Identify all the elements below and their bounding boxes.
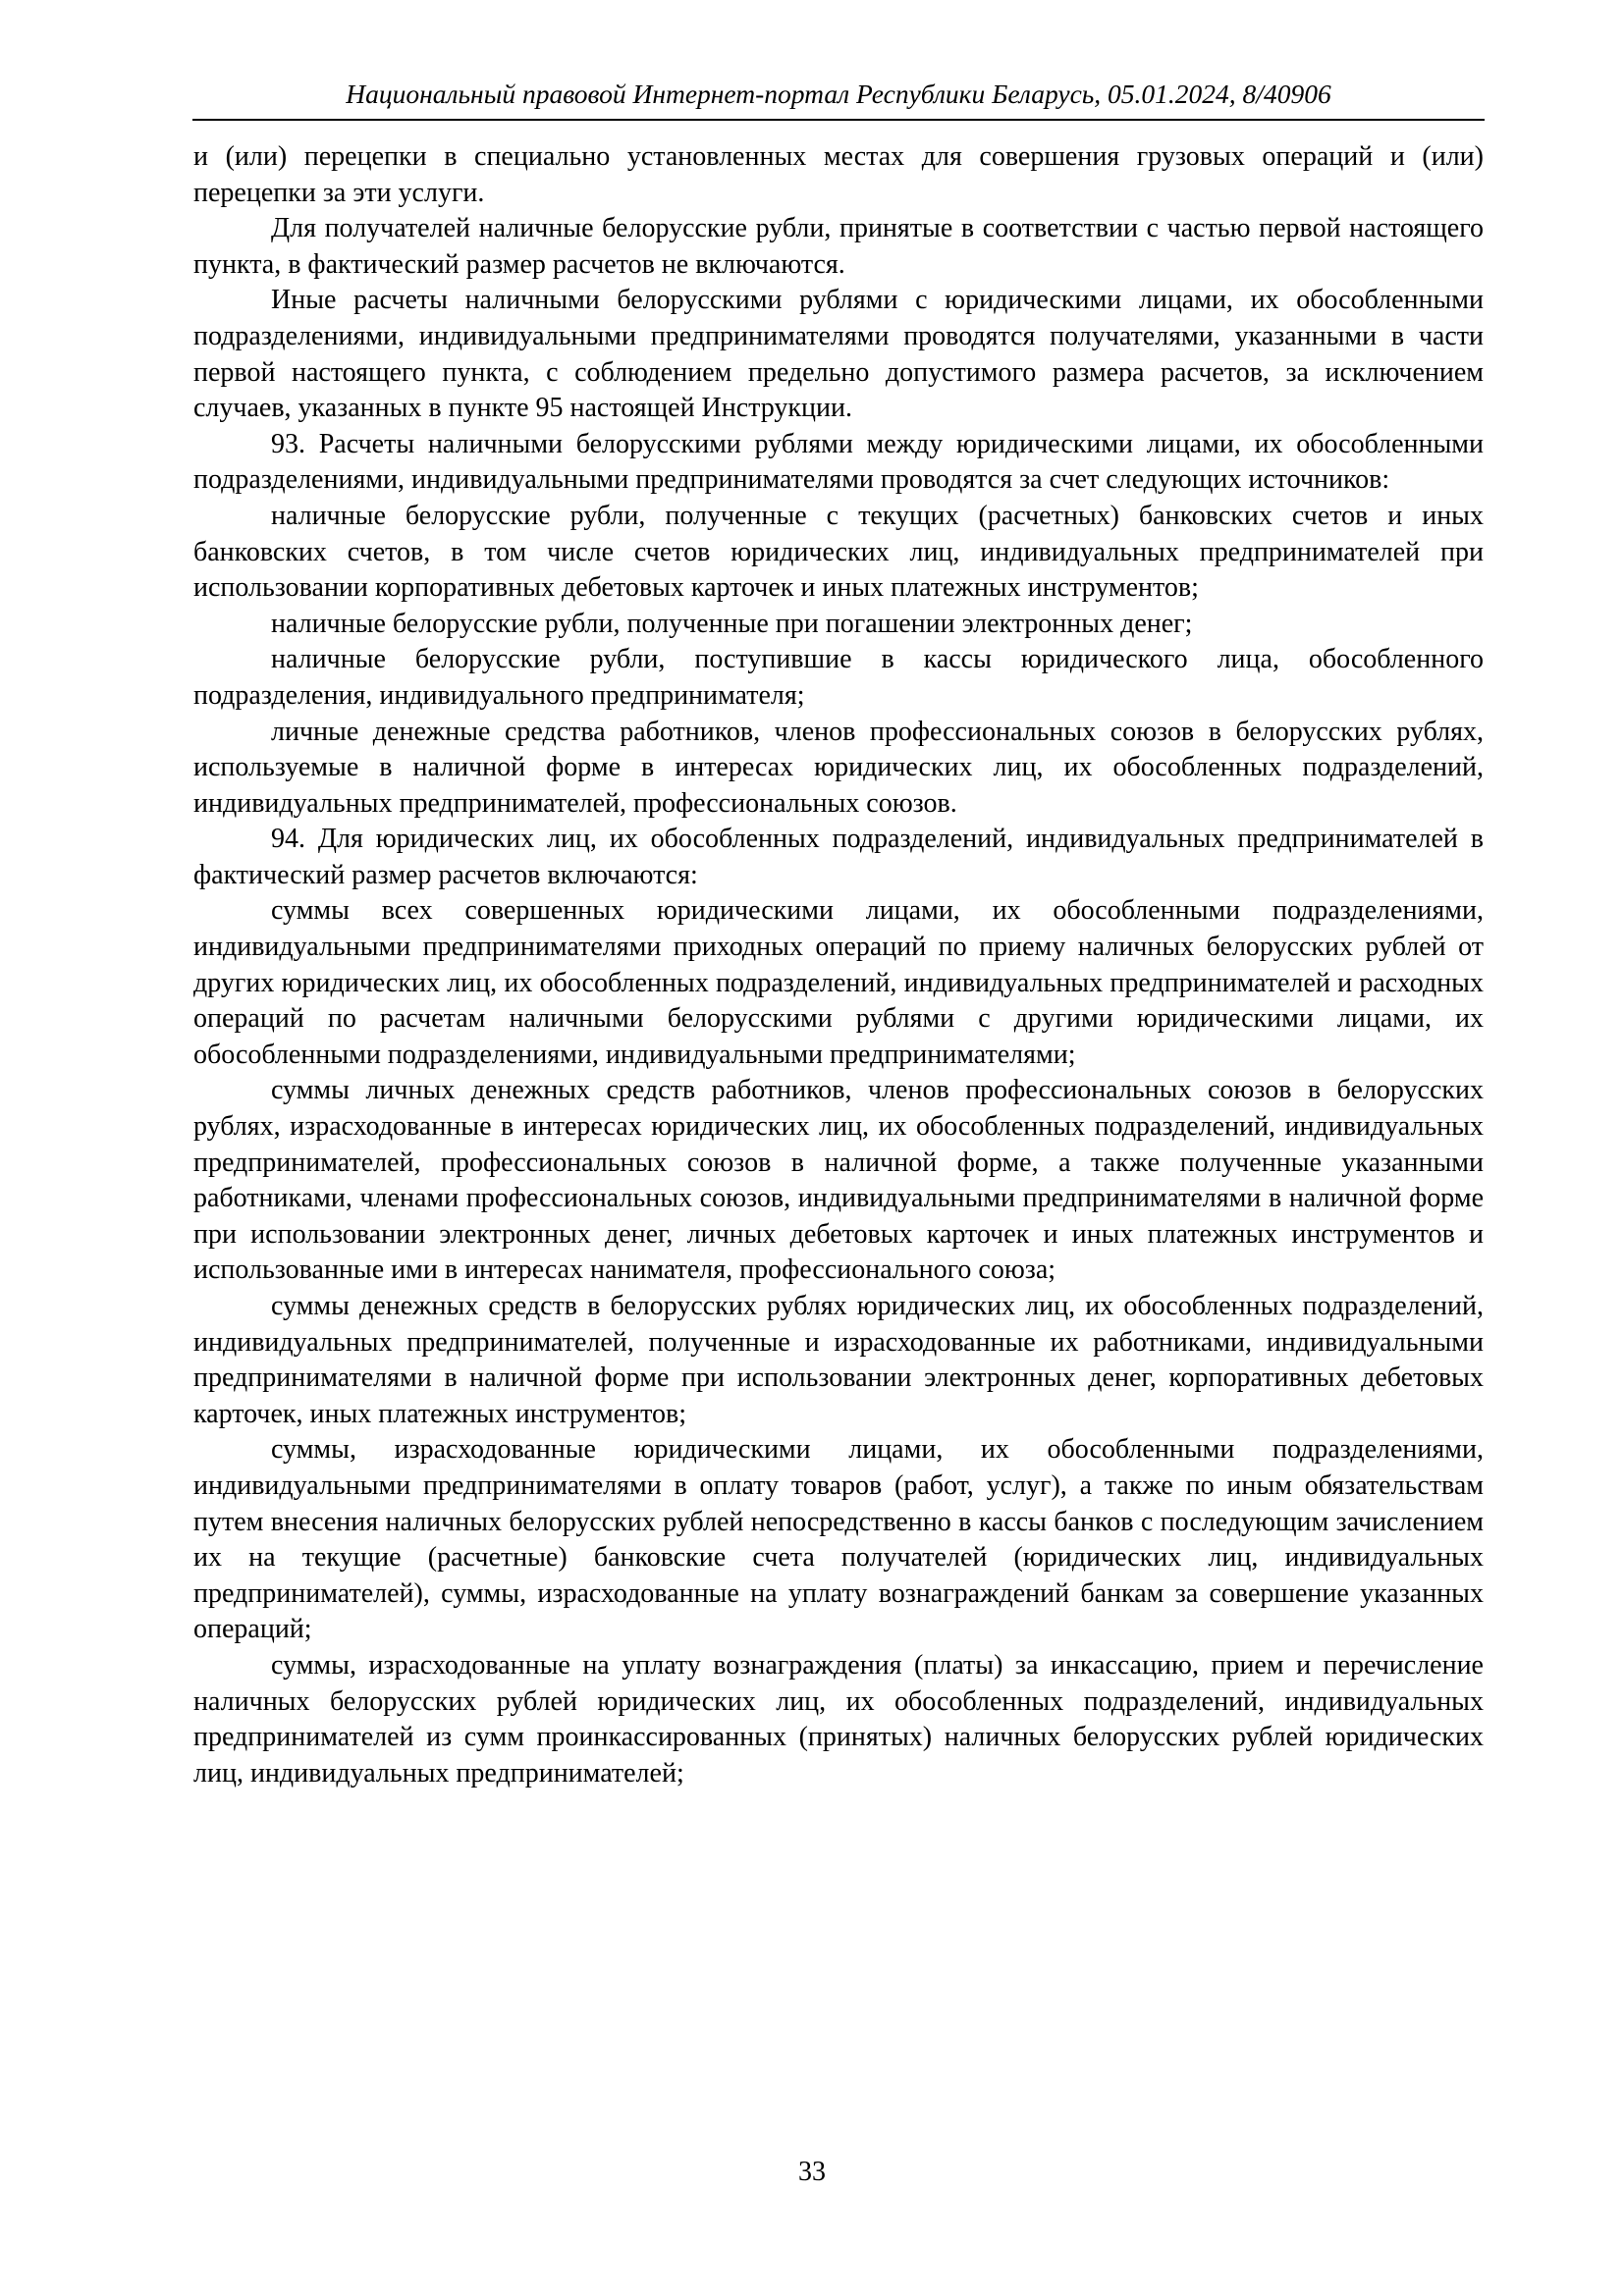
paragraph-point-93: 93. Расчеты наличными белорусскими рублями между юридическими лицами, их обособленными подразделениями, индивидуальными предпринимателями проводятся за счет следующих источников: (193, 428, 1484, 496)
list-item: суммы, израсходованные юридическими лицами, их обособленными подразделениями, индивидуальными предпринимателями в оплату товаров (работ, услуг), а также по иным обязательствам путем внесения наличных белорусских рублей непосредственно в кассы банков с последующим зачислением их на текущие (расчетные) банковские счета получателей (юридических лиц, индивидуальных предпринимателей), суммы, израсходованные на уплату вознаграждений банкам за совершение указанных операций; (193, 1434, 1484, 1645)
header-divider (192, 119, 1485, 121)
paragraph: Для получателей наличные белорусские рубли, принятые в соответствии с частью первой настоящего пункта, в фактический размер расчетов не включаются. (193, 213, 1484, 280)
document-header: Национальный правовой Интернет-портал Республики Беларусь, 05.01.2024, 8/40906 (346, 79, 1331, 109)
list-item: личные денежные средства работников, членов профессиональных союзов в белорусских рублях, используемые в наличной форме в интересах юридических лиц, их обособленных подразделений, индивидуальных предпринимателей, профессиональных союзов. (193, 716, 1484, 819)
list-item: наличные белорусские рубли, полученные при погашении электронных денег; (271, 608, 1193, 639)
list-item: суммы денежных средств в белорусских рублях юридических лиц, их обособленных подразделений, индивидуальных предпринимателей, полученные и израсходованные их работниками, индивидуальными предпринимателями в наличной форме при использовании электронных денег, корпоративных дебетовых карточек, иных платежных инструментов; (193, 1291, 1484, 1429)
document-body (193, 139, 1484, 1791)
list-item: наличные белорусские рубли, полученные с текущих (расчетных) банковских счетов и иных банковских счетов, в том числе счетов юридических лиц, индивидуальных предпринимателей при использовании корпоративных дебетовых карточек и иных платежных инструментов; (193, 500, 1484, 604)
paragraph-continuation: и (или) перецепки в специально установленных местах для совершения грузовых операций и (или) перецепки за эти услуги. (193, 141, 1484, 208)
list-item: суммы личных денежных средств работников, членов профессиональных союзов в белорусских рублях, израсходованные в интересах юридических лиц, их обособленных подразделений, индивидуальных предпринимателей, профессиональных союзов в наличной форме, а также полученные указанными работниками, членами профессиональных союзов, индивидуальными предпринимателями в наличной форме при использовании электронных денег, личных дебетовых карточек и иных платежных инструментов и использованные ими в интересах нанимателя, профессионального союза; (193, 1075, 1484, 1286)
list-item: суммы, израсходованные на уплату вознаграждения (платы) за инкассацию, прием и перечисление наличных белорусских рублей юридических лиц, их обособленных подразделений, индивидуальных предпринимателей из сумм проинкассированных (принятых) наличных белорусских рублей юридических лиц, индивидуальных предпринимателей; (193, 1649, 1484, 1789)
paragraph-point-94: 94. Для юридических лиц, их обособленных подразделений, индивидуальных предпринимателей в фактический размер расчетов включаются: (193, 824, 1484, 890)
paragraph: Иные расчеты наличными белорусскими рублями с юридическими лицами, их обособленными подразделениями, индивидуальными предпринимателями проводятся получателями, указанными в части первой настоящего пункта, с соблюдением предельно допустимого размера расчетов, за исключением случаев, указанных в пункте 95 настоящей Инструкции. (193, 285, 1484, 424)
list-item: наличные белорусские рубли, поступившие в кассы юридического лица, обособленного подразделения, индивидуального предпринимателя; (193, 644, 1484, 711)
list-item: суммы всех совершенных юридическими лицами, их обособленными подразделениями, индивидуальными предпринимателями приходных операций по приему наличных белорусских рублей от других юридических лиц, их обособленных подразделений, индивидуальных предпринимателей и расходных операций по расчетам наличными белорусскими рублями с другими юридическими лицами, их обособленными подразделениями, индивидуальными предпринимателями; (193, 895, 1484, 1070)
page-number: 33 (798, 2157, 826, 2187)
